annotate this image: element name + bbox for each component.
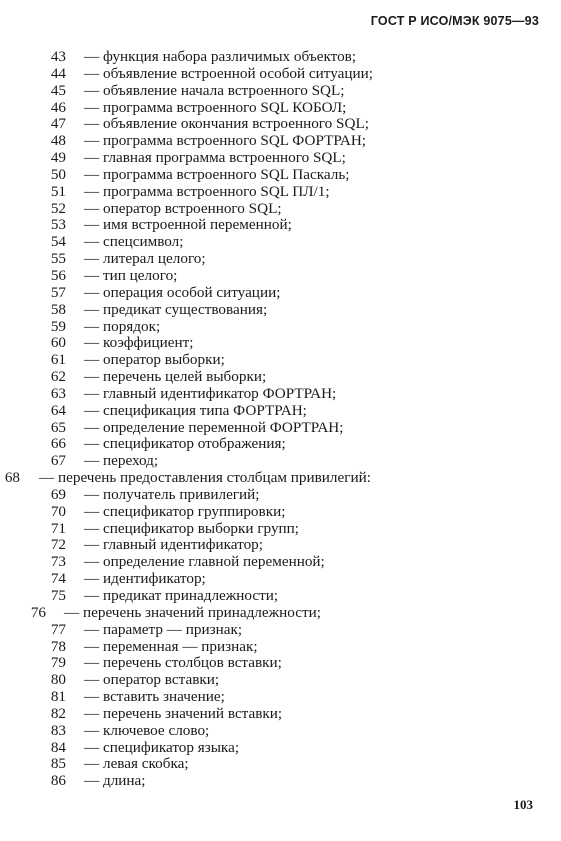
item-number: 73 <box>50 553 66 571</box>
item-number: 48 <box>50 132 66 150</box>
list-item <box>0 537 545 554</box>
list-item <box>0 201 545 218</box>
list-item <box>0 470 545 487</box>
item-number: 78 <box>50 637 66 655</box>
item-text: — ключевое слово; <box>84 721 210 739</box>
list-item <box>0 268 545 285</box>
item-text: — перечень значений принадлежности; <box>64 603 321 621</box>
list-item <box>0 167 545 184</box>
item-text: — спецификатор группировки; <box>84 502 286 520</box>
item-number: 49 <box>50 149 66 167</box>
item-number: 74 <box>50 570 66 588</box>
list-item <box>0 605 545 622</box>
item-number: 46 <box>50 98 66 116</box>
item-number: 67 <box>50 452 66 470</box>
item-number: 54 <box>50 233 66 251</box>
item-number: 50 <box>50 165 66 183</box>
item-number: 63 <box>50 384 66 402</box>
list-item <box>0 740 545 757</box>
item-number: 84 <box>50 738 66 756</box>
item-text: — объявление окончания встроенного SQL; <box>84 115 369 133</box>
item-text: — оператор выборки; <box>84 351 225 369</box>
item-text: — длина; <box>84 772 146 790</box>
item-text: — объявление начала встроенного SQL; <box>84 81 345 99</box>
list-item <box>0 504 545 521</box>
list-item <box>0 487 545 504</box>
item-number: 44 <box>50 64 66 82</box>
item-text: — программа встроенного SQL ПЛ/1; <box>84 182 330 200</box>
item-text: — имя встроенной переменной; <box>84 216 292 234</box>
item-number: 69 <box>50 485 66 503</box>
item-text: — перечень значений вставки; <box>84 704 283 722</box>
item-number: 64 <box>50 401 66 419</box>
list-item <box>0 655 545 672</box>
list-item <box>0 184 545 201</box>
list-item <box>0 453 545 470</box>
item-text: — главный идентификатор ФОРТРАН; <box>84 384 337 402</box>
item-text: — главный идентификатор; <box>84 536 263 554</box>
item-text: — предикат принадлежности; <box>84 587 279 604</box>
item-text: — определение главной переменной; <box>84 553 325 571</box>
item-text: — перечень столбцов вставки; <box>84 654 282 672</box>
item-text: — спецификатор отображения; <box>84 435 286 453</box>
item-text: — литерал целого; <box>84 250 206 268</box>
list-item <box>0 116 545 133</box>
item-number: 57 <box>50 283 66 301</box>
list-item <box>0 302 545 319</box>
item-text: — предикат существования; <box>84 300 268 318</box>
item-text: — оператор вставки; <box>84 671 220 689</box>
list-item <box>0 756 545 773</box>
item-number: 68 <box>4 469 20 487</box>
item-text: — операция особой ситуации; <box>84 283 281 301</box>
item-number: 52 <box>50 199 66 217</box>
item-number: 56 <box>50 266 66 284</box>
item-text: — переход; <box>84 452 159 470</box>
item-number: 79 <box>50 654 66 672</box>
page-number: 103 <box>513 797 533 812</box>
item-text: — левая скобка; <box>84 755 189 773</box>
item-text: — вставить значение; <box>84 688 225 706</box>
item-number: 76 <box>30 603 46 621</box>
item-text: — перечень целей выборки; <box>84 368 267 386</box>
item-number: 77 <box>50 620 66 638</box>
list-item <box>0 150 545 167</box>
list-item <box>0 133 545 150</box>
item-number: 45 <box>50 81 66 99</box>
item-number: 75 <box>50 587 66 604</box>
item-number: 51 <box>50 182 66 200</box>
item-text: — главная программа встроенного SQL; <box>84 149 346 167</box>
item-text: — коэффициент; <box>84 334 194 352</box>
list-item <box>0 554 545 571</box>
list-item <box>0 403 545 420</box>
list-item <box>0 217 545 234</box>
item-number: 62 <box>50 368 66 386</box>
item-number: 47 <box>50 115 66 133</box>
item-number: 81 <box>50 688 66 706</box>
item-text: — порядок; <box>84 317 161 335</box>
item-number: 65 <box>50 418 66 436</box>
item-number: 59 <box>50 317 66 335</box>
item-number: 55 <box>50 250 66 268</box>
item-number: 60 <box>50 334 66 352</box>
item-text: — спецификатор выборки групп; <box>84 519 300 537</box>
list-item <box>0 251 545 268</box>
item-text: — функция набора различимых объектов; <box>84 48 357 65</box>
item-number: 66 <box>50 435 66 453</box>
item-text: — спецификатор языка; <box>84 738 240 756</box>
list-item <box>0 588 545 605</box>
list-item <box>0 83 545 100</box>
list-item <box>0 622 545 639</box>
item-text: — определение переменной ФОРТРАН; <box>84 418 344 436</box>
item-text: — перечень предоставления столбцам привилегий: <box>39 469 371 487</box>
item-text: — тип целого; <box>84 266 178 284</box>
list-item <box>0 521 545 538</box>
list-item <box>0 723 545 740</box>
item-number: 71 <box>50 519 66 537</box>
list-item <box>0 66 545 83</box>
page-header: ГОСТ Р ИСО/МЭК 9075—93 <box>370 14 539 28</box>
list-item <box>0 773 545 790</box>
definition-list <box>0 49 545 790</box>
list-item <box>0 285 545 302</box>
list-item <box>0 319 545 336</box>
list-item <box>0 571 545 588</box>
item-text: — получатель привилегий; <box>84 485 260 503</box>
item-number: 61 <box>50 351 66 369</box>
item-text: — программа встроенного SQL ФОРТРАН; <box>84 132 367 150</box>
item-number: 82 <box>50 704 66 722</box>
item-text: — программа встроенного SQL Паскаль; <box>84 165 350 183</box>
item-text: — объявление встроенной особой ситуации; <box>84 64 373 82</box>
item-number: 85 <box>50 755 66 773</box>
item-text: — программа встроенного SQL КОБОЛ; <box>84 98 347 116</box>
item-number: 43 <box>50 48 66 65</box>
item-number: 83 <box>50 721 66 739</box>
item-number: 53 <box>50 216 66 234</box>
item-number: 72 <box>50 536 66 554</box>
item-number: 58 <box>50 300 66 318</box>
list-item <box>0 335 545 352</box>
list-item <box>0 386 545 403</box>
item-text: — спецсимвол; <box>84 233 184 251</box>
list-item <box>0 100 545 117</box>
item-number: 80 <box>50 671 66 689</box>
item-text: — переменная — признак; <box>84 637 258 655</box>
list-item <box>0 352 545 369</box>
list-item <box>0 706 545 723</box>
item-number: 86 <box>50 772 66 790</box>
list-item <box>0 369 545 386</box>
item-number: 70 <box>50 502 66 520</box>
item-text: — параметр — признак; <box>84 620 243 638</box>
item-text: — идентификатор; <box>84 570 206 588</box>
list-item <box>0 49 545 66</box>
list-item <box>0 639 545 656</box>
list-item <box>0 420 545 437</box>
list-item <box>0 672 545 689</box>
list-item <box>0 436 545 453</box>
item-text: — спецификация типа ФОРТРАН; <box>84 401 307 419</box>
list-item <box>0 689 545 706</box>
list-item <box>0 234 545 251</box>
item-text: — оператор встроенного SQL; <box>84 199 282 217</box>
